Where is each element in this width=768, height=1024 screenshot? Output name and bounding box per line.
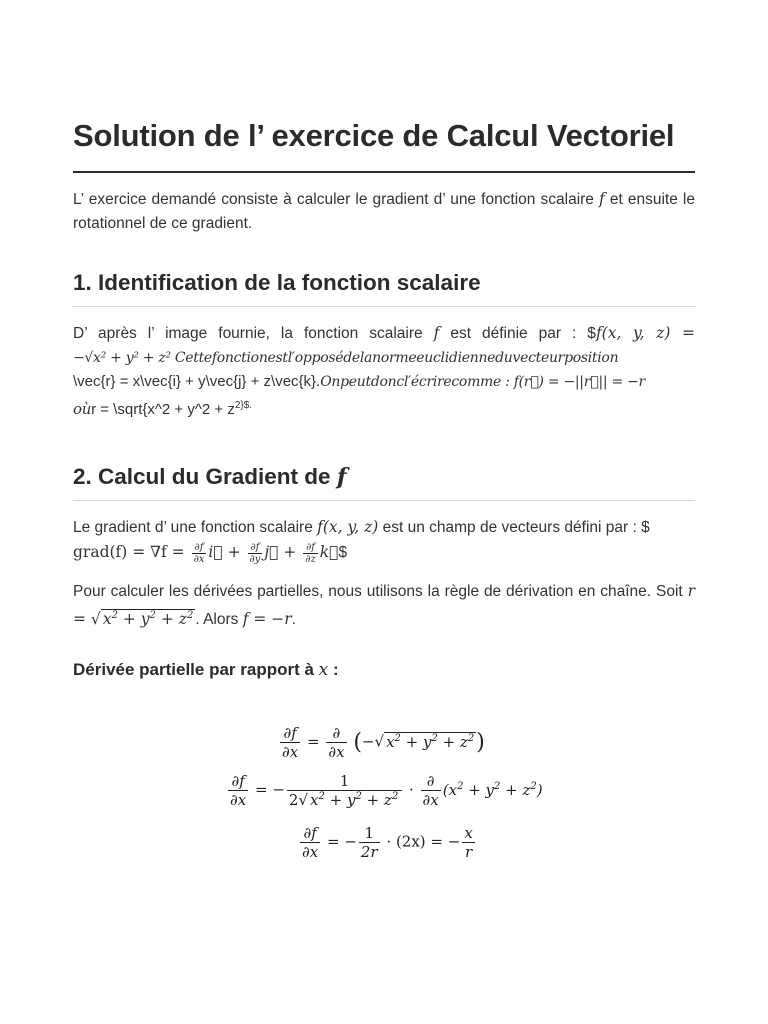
s1-line4-text: r = \sqrt{x^2 + y^2 + z (91, 401, 235, 418)
s2-p2-r: r = (73, 582, 695, 629)
frac-df-dz: $\frac{\partial f}{\partial z}$ (305, 541, 316, 565)
s1-line2: −√x² + y² + z² Cettefonctionestl′opposédelanormeeuclidienneduvecteurposition (73, 350, 619, 366)
section2-paragraph1 (73, 515, 695, 565)
equation-1: $\frac{\partial f}{\partial x}$ = $\frac{\partial}{\partial x}$ (−√ $x^2 + y^2 + z^2$) (282, 724, 485, 761)
s1-line3-text: \vec{r} = x\vec{i} + y\vec{j} + z\vec{k}. (73, 373, 321, 390)
title-divider (73, 171, 695, 173)
sub-colon: : (328, 660, 339, 680)
frac-df-dx: $\frac{\partial f}{\partial x}$ (193, 541, 205, 565)
section2-divider (73, 500, 695, 501)
section1-divider (73, 306, 695, 307)
intro-text-a: L’ exercice demandé consiste à calculer le gradient d’ une fonction scalaire (73, 191, 600, 208)
s1-text-mid: est définie par : $ (439, 325, 596, 342)
sub-x: x (318, 660, 329, 681)
s1-line4-math: où (73, 400, 92, 418)
section2-paragraph2 (73, 579, 695, 632)
page-title: Solution de l’ exercice de Calcul Vectoriel (73, 118, 675, 153)
s2-p2-f: f = −r (242, 610, 292, 629)
s2-p1-line1 (73, 515, 695, 540)
section1-paragraph (73, 321, 695, 422)
s1-line3 (73, 370, 695, 394)
equation-2: $\frac{\partial f}{\partial x}$ = − $\frac{1}{2√ x^2 + y^2 + z^2}$ · $\frac{\partial}{\partial x}$ $(x^2 + y^2 + z^2)$ (230, 772, 543, 809)
s2-p1-b: est un champ de vecteurs défini par : $ (378, 519, 650, 536)
s1-eq1: f(x, y, z) = (595, 324, 696, 342)
s1-line4-sup: 2}$. (234, 400, 253, 411)
s2-p2-c: . (291, 611, 296, 629)
s1-f: f (433, 324, 440, 342)
section1-heading: 1. Identification de la fonction scalaire (73, 270, 481, 295)
s2-p2-b: . Alors (195, 611, 243, 629)
s1-line3-math: Onpeutdoncl′écrirecomme : f(r⃗) = −||r⃗|| = −r (320, 374, 645, 390)
equation-3: $\frac{\partial f}{\partial x}$ = − $\frac{1}{2r}$ · (2x) = − $\frac{x}{r}$ (302, 824, 473, 861)
sub-text: Dérivée partielle par rapport à (73, 660, 319, 680)
s2-p1-end: $ (338, 544, 348, 561)
s1-line4 (73, 394, 695, 422)
frac-df-dy: $\frac{\partial f}{\partial y}$ (249, 541, 261, 565)
section2-heading (73, 462, 695, 492)
s2-heading-text: 2. Calcul du Gradient de (73, 464, 337, 489)
partial-x-subheading (73, 658, 695, 682)
s2-p2-a: Pour calculer les dérivées partielles, nous utilisons la règle de dérivation en chaîne. Soit (73, 583, 688, 600)
s2-grad: grad(f) = ∇f = (73, 543, 190, 561)
s1-text-start: D’ après l’ image fournie, la fonction scalaire (73, 325, 434, 342)
intro-f: f (599, 190, 605, 208)
s2-heading-f: f (336, 464, 347, 490)
s2-p1-line2: grad(f) = ∇f = $\frac{\partial f}{\partial x}$ i⃗ + $\frac{\partial f}{\partial y}$ j⃗ + $\frac{\partial f}{\partial z}$ k⃗$ (73, 541, 348, 565)
intro-text-b: et ensuite le rotationnel de ce gradient. (73, 191, 695, 232)
section1-line1 (73, 321, 695, 346)
document-content (73, 112, 695, 682)
s2-p2-sqrt: √ $x^2 + y^2 + z^2$ (90, 610, 194, 629)
intro-paragraph (73, 187, 695, 236)
s2-p1-fxyz: f(x, y, z) (317, 518, 379, 536)
s2-p1-a: Le gradient d’ une fonction scalaire (73, 519, 318, 536)
